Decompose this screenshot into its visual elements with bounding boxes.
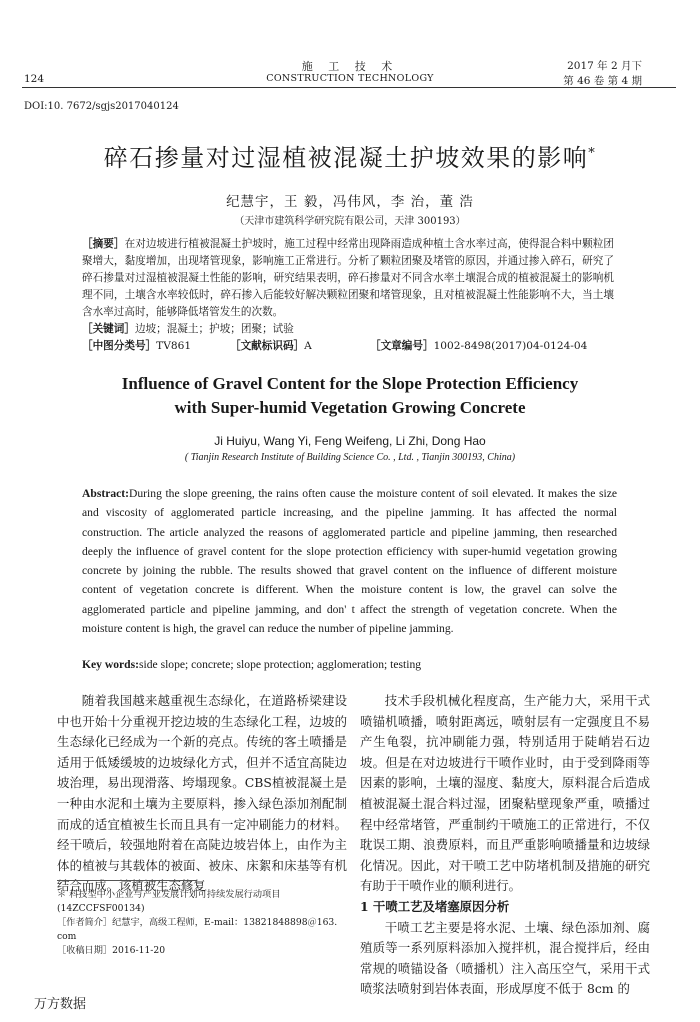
doccode-group	[230, 338, 312, 353]
abstract-cn-text: 在对边坡进行植被混凝土护坡时，施工过程中经常出现降雨造成种植土含水率过高，使得混合料中颗粒团聚增大，黏度增加，出现堵管现象，影响施工正常进行。分析了颗粒团聚及堵管的原因，并通过掺入碎石，研究了碎石掺量对过湿植被混凝土性能的影响，研究结果表明，碎石掺量对不同含水率土壤混合成的植被混凝土的影响机理不同，土壤含水率较低时，碎石掺入后能较好解决颗粒团聚和堵管现象，且对植被混凝土性能影响不大，当土壤含水率过高时，能够降低堵管发生的次数。	[82, 238, 615, 318]
volume-issue: 第 46 卷 第 4 期	[563, 75, 642, 87]
doccode-label: ［文献标识码］	[230, 340, 305, 352]
clc-label: ［中图分类号］	[82, 340, 157, 352]
page-number: 124	[24, 73, 45, 85]
body-column-right	[360, 691, 650, 1000]
footnote-rule	[57, 880, 197, 881]
article-number-group	[370, 338, 587, 353]
affiliation-en: ( Tianjin Research Institute of Building Science Co. , Ltd. , Tianjin 300193, China)	[184, 452, 516, 463]
keywords-en-text: side slope; concrete; slope protection; agglomeration; testing	[139, 658, 422, 671]
title-footnote-mark: *	[588, 146, 597, 161]
journal-name-cn: 施 工 技 术	[301, 60, 399, 73]
abstract-en-text: During the slope greening, the rains often cause the moisture content of soil elevated. It makes the size and viscosity of agglomerated particle increasing, and the pipeline jamming. It has affected the normal construction. The article analyzed the reasons of agglomerated particle and pipeline jamming, then researched deeply the influence of gravel content for the slope protection efficiency with super-humid vegetation growing concrete by joining the rubble. The results showed that gravel content on the influence of different moisture content of vegetation concrete is different. When the moisture content is low, the gravel can solve the agglomerated particle and pipeline jamming, and don' t affect the strength of vegetation concrete. When the moisture content is high, the gravel can reduce the number of pipeline jamming.	[82, 487, 617, 636]
authors-cn: 纪慧宇，王 毅，冯伟风，李 治，董 浩	[226, 194, 474, 210]
footnotes	[57, 888, 349, 958]
doccode-value: A	[304, 340, 312, 352]
author-intro: ［作者简介］纪慧宇，高级工程师，E-mail：13821848898＠163. com	[57, 917, 338, 942]
journal-name-en: CONSTRUCTION TECHNOLOGY	[266, 73, 434, 84]
section-heading-1: 1 干喷工艺及堵塞原因分析	[360, 898, 510, 914]
clc-group	[82, 338, 191, 353]
title-en-line-1: Influence of Gravel Content for the Slope Protection Efficiency	[121, 374, 579, 393]
abstract-cn-label: ［摘要］	[82, 238, 125, 250]
clc-value: TV861	[156, 340, 192, 352]
issue-date: 2017 年 2 月下	[567, 60, 642, 72]
keywords-cn-label: ［关键词］	[82, 323, 135, 335]
keywords-en-label: Key words:	[82, 658, 139, 671]
intro-paragraph-continued: 技术手段机械化程度高，生产能力大，采用干式喷锚机喷播，喷射距离远，喷射层有一定强度且不易产生龟裂，抗冲刷能力强，特别适用于陡峭岩石边坡。但是在对边坡进行干喷作业时，由于受到降雨等因素的影响，土壤的湿度、黏度大，原料混合后造成植被混凝土混合料过湿，团聚粘壁现象严重，喷播过程中经常堵管，严重制约干喷施工的正常进行，不仅耽误工期、浪费原料，而且严重影响喷播量和边坡绿化情况。因此，对干喷工艺中防堵机制及措施的研究有助于干喷作业的顺利进行。	[360, 693, 650, 894]
title-en	[0, 372, 700, 420]
header-rule	[22, 87, 676, 88]
watermark: 万方数据	[34, 997, 87, 1012]
title-en-line-2: with Super-humid Vegetation Growing Concrete	[174, 398, 526, 417]
article-number-value: 1002-8498(2017)04-0124-04	[433, 340, 588, 352]
section-1-paragraph: 干喷工艺主要是将水泥、土壤、绿色添加剂、腐殖质等一系列原料添加入搅拌机，混合搅拌后，经由常规的喷锚设备（喷播机）注入高压空气，采用干式喷浆法喷射到岩体表面，形成厚度不低于 8cm 的	[360, 919, 650, 997]
title-cn	[0, 138, 700, 173]
doi[interactable]: DOI:10. 7672/sgjs2017040124	[24, 101, 179, 112]
abstract-en-label: Abstract:	[82, 487, 130, 500]
body-column-left	[57, 691, 347, 897]
fund-note: ＊ 科技型中小企业与产业发展计划可持续发展行动项目(14ZCCFSF00134)	[57, 889, 281, 914]
intro-paragraph: 随着我国越来越重视生态绿化，在道路桥梁建设中也开始十分重视开挖边坡的生态绿化工程，边坡的生态绿化已经成为一个新的亮点。传统的客土喷播是适用于低矮缓坡的边坡绿化方式，但并不适宜高陡边坡治理，易出现滑落、垮塌现象。CBS植被混凝土是一种由水泥和土壤为主要原料，掺入绿色添加剂配制而成的适宜植被生长而且具有一定冲刷能力的材料。经干喷后，较强地附着在高陡边坡岩体上，由作为主体的植被与其载体的被面、被床、床絮和床基等有机结合而成。该植被生态修复	[57, 693, 347, 894]
abstract-en	[82, 484, 617, 638]
received-date: ［收稿日期］2016-11-20	[57, 945, 166, 956]
article-number-label: ［文章编号］	[370, 340, 434, 352]
authors-en: Ji Huiyu, Wang Yi, Feng Weifeng, Li Zhi, Dong Hao	[214, 434, 486, 448]
affiliation-cn: （天津市建筑科学研究院有限公司，天津 300193）	[234, 216, 466, 227]
keywords-en	[82, 658, 617, 671]
title-cn-text: 碎石掺量对过湿植被混凝土护坡效果的影响	[103, 144, 589, 172]
keywords-cn: 边坡；混凝土；护坡；团聚；试验	[134, 323, 294, 335]
abstract-cn	[82, 236, 614, 338]
